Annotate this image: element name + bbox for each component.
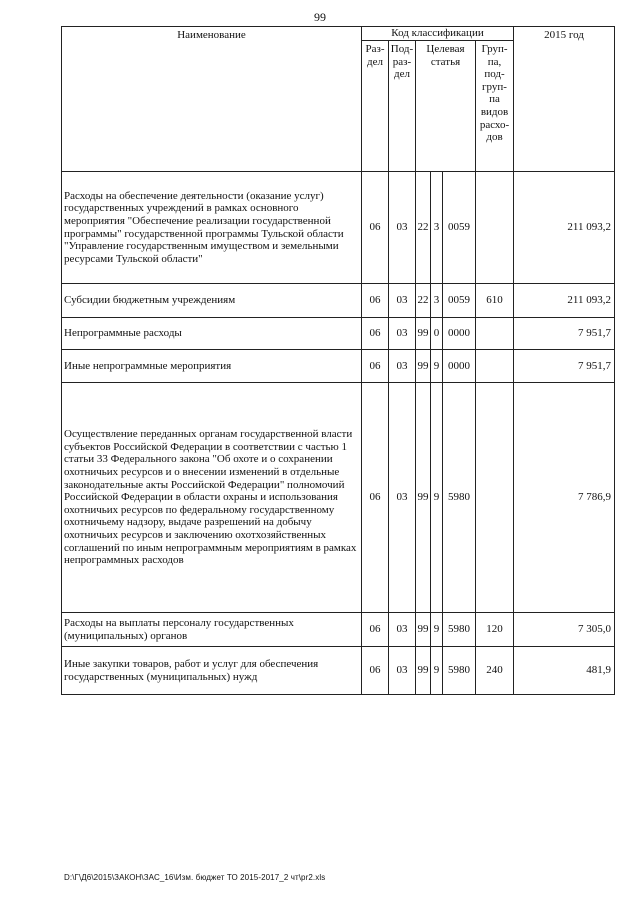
row-razdel: 06 <box>362 284 389 318</box>
row-podrazdel: 03 <box>389 647 416 695</box>
row-cs1: 99 <box>416 318 431 350</box>
row-cs1: 22 <box>416 284 431 318</box>
row-cs2: 9 <box>431 647 443 695</box>
row-razdel: 06 <box>362 172 389 284</box>
row-amount: 7 951,7 <box>514 350 615 383</box>
row-vid <box>476 318 514 350</box>
row-vid <box>476 350 514 383</box>
row-vid <box>476 383 514 613</box>
header-gruppa: Груп- па, под- груп- па видов расхо- дов <box>476 41 514 172</box>
row-podrazdel: 03 <box>389 383 416 613</box>
row-podrazdel: 03 <box>389 318 416 350</box>
row-vid <box>476 172 514 284</box>
row-podrazdel: 03 <box>389 172 416 284</box>
header-year: 2015 год <box>514 27 615 172</box>
table-row <box>62 647 615 695</box>
table-row <box>62 350 615 383</box>
row-amount: 211 093,2 <box>514 172 615 284</box>
header-tselevaya-statya: Целевая статья <box>416 41 476 172</box>
row-razdel: 06 <box>362 613 389 647</box>
row-cs2: 9 <box>431 613 443 647</box>
row-cs3: 0059 <box>443 284 476 318</box>
row-cs3: 5980 <box>443 613 476 647</box>
row-cs1: 99 <box>416 647 431 695</box>
row-razdel: 06 <box>362 350 389 383</box>
row-amount: 7 951,7 <box>514 318 615 350</box>
row-razdel: 06 <box>362 647 389 695</box>
row-cs2: 3 <box>431 172 443 284</box>
row-cs2: 3 <box>431 284 443 318</box>
header-name: Наименование <box>62 27 362 172</box>
row-name: Расходы на выплаты персоналу государственных (муниципальных) органов <box>62 613 362 647</box>
table-row <box>62 318 615 350</box>
row-name: Иные непрограммные мероприятия <box>62 350 362 383</box>
table-row <box>62 172 615 284</box>
row-razdel: 06 <box>362 383 389 613</box>
row-cs3: 5980 <box>443 647 476 695</box>
table-row <box>62 284 615 318</box>
row-podrazdel: 03 <box>389 284 416 318</box>
row-name: Расходы на обеспечение деятельности (оказание услуг) государственных учреждений в рамках основного мероприятия "Обеспечение реализации государственной программы" государственной программы Тульской области "Управление государственным имуществом и земельными ресурсами Тульской области" <box>62 172 362 284</box>
row-name: Иные закупки товаров, работ и услуг для обеспечения государственных (муниципальных) нужд <box>62 647 362 695</box>
row-cs2: 0 <box>431 318 443 350</box>
row-cs1: 22 <box>416 172 431 284</box>
row-razdel: 06 <box>362 318 389 350</box>
row-cs3: 0000 <box>443 318 476 350</box>
row-podrazdel: 03 <box>389 350 416 383</box>
row-amount: 481,9 <box>514 647 615 695</box>
header-code-group: Код классификации <box>362 27 514 41</box>
file-path-footer: D:\Г\Д6\2015\ЗАКОН\ЗАС_16\Изм. бюджет ТО 2015-2017_2 чт\pr2.xls <box>64 873 326 882</box>
page-number: 99 <box>314 10 326 24</box>
row-vid: 610 <box>476 284 514 318</box>
header-razdel: Раз- дел <box>362 41 389 172</box>
row-cs2: 9 <box>431 383 443 613</box>
row-amount: 7 305,0 <box>514 613 615 647</box>
table-row <box>62 383 615 613</box>
row-name: Осуществление переданных органам государственной власти субъектов Российской Федерации в соответствии с частью 1 статьи 33 Федерального закона "Об охоте и о сохранении охотничьих ресурсов и о внесении изменений в отдельные законодательные акты Российской Федерации" полномочий Российской Федерации в области охраны и использования охотничьих ресурсов по федеральному государственному охотничьему надзору, выдаче разрешений на добычу охотничьих ресурсов и заключению охотхозяйственных соглашений по иным непрограммным мероприятиям в рамках непрограммных расходов <box>62 383 362 613</box>
row-cs3: 0000 <box>443 350 476 383</box>
row-cs1: 99 <box>416 383 431 613</box>
row-cs1: 99 <box>416 613 431 647</box>
row-cs3: 0059 <box>443 172 476 284</box>
row-amount: 7 786,9 <box>514 383 615 613</box>
row-podrazdel: 03 <box>389 613 416 647</box>
budget-table <box>61 26 615 695</box>
row-cs3: 5980 <box>443 383 476 613</box>
row-name: Субсидии бюджетным учреждениям <box>62 284 362 318</box>
header-podrazdel: Под- раз- дел <box>389 41 416 172</box>
table-row <box>62 613 615 647</box>
row-cs2: 9 <box>431 350 443 383</box>
row-name: Непрограммные расходы <box>62 318 362 350</box>
row-vid: 120 <box>476 613 514 647</box>
row-amount: 211 093,2 <box>514 284 615 318</box>
row-vid: 240 <box>476 647 514 695</box>
row-cs1: 99 <box>416 350 431 383</box>
